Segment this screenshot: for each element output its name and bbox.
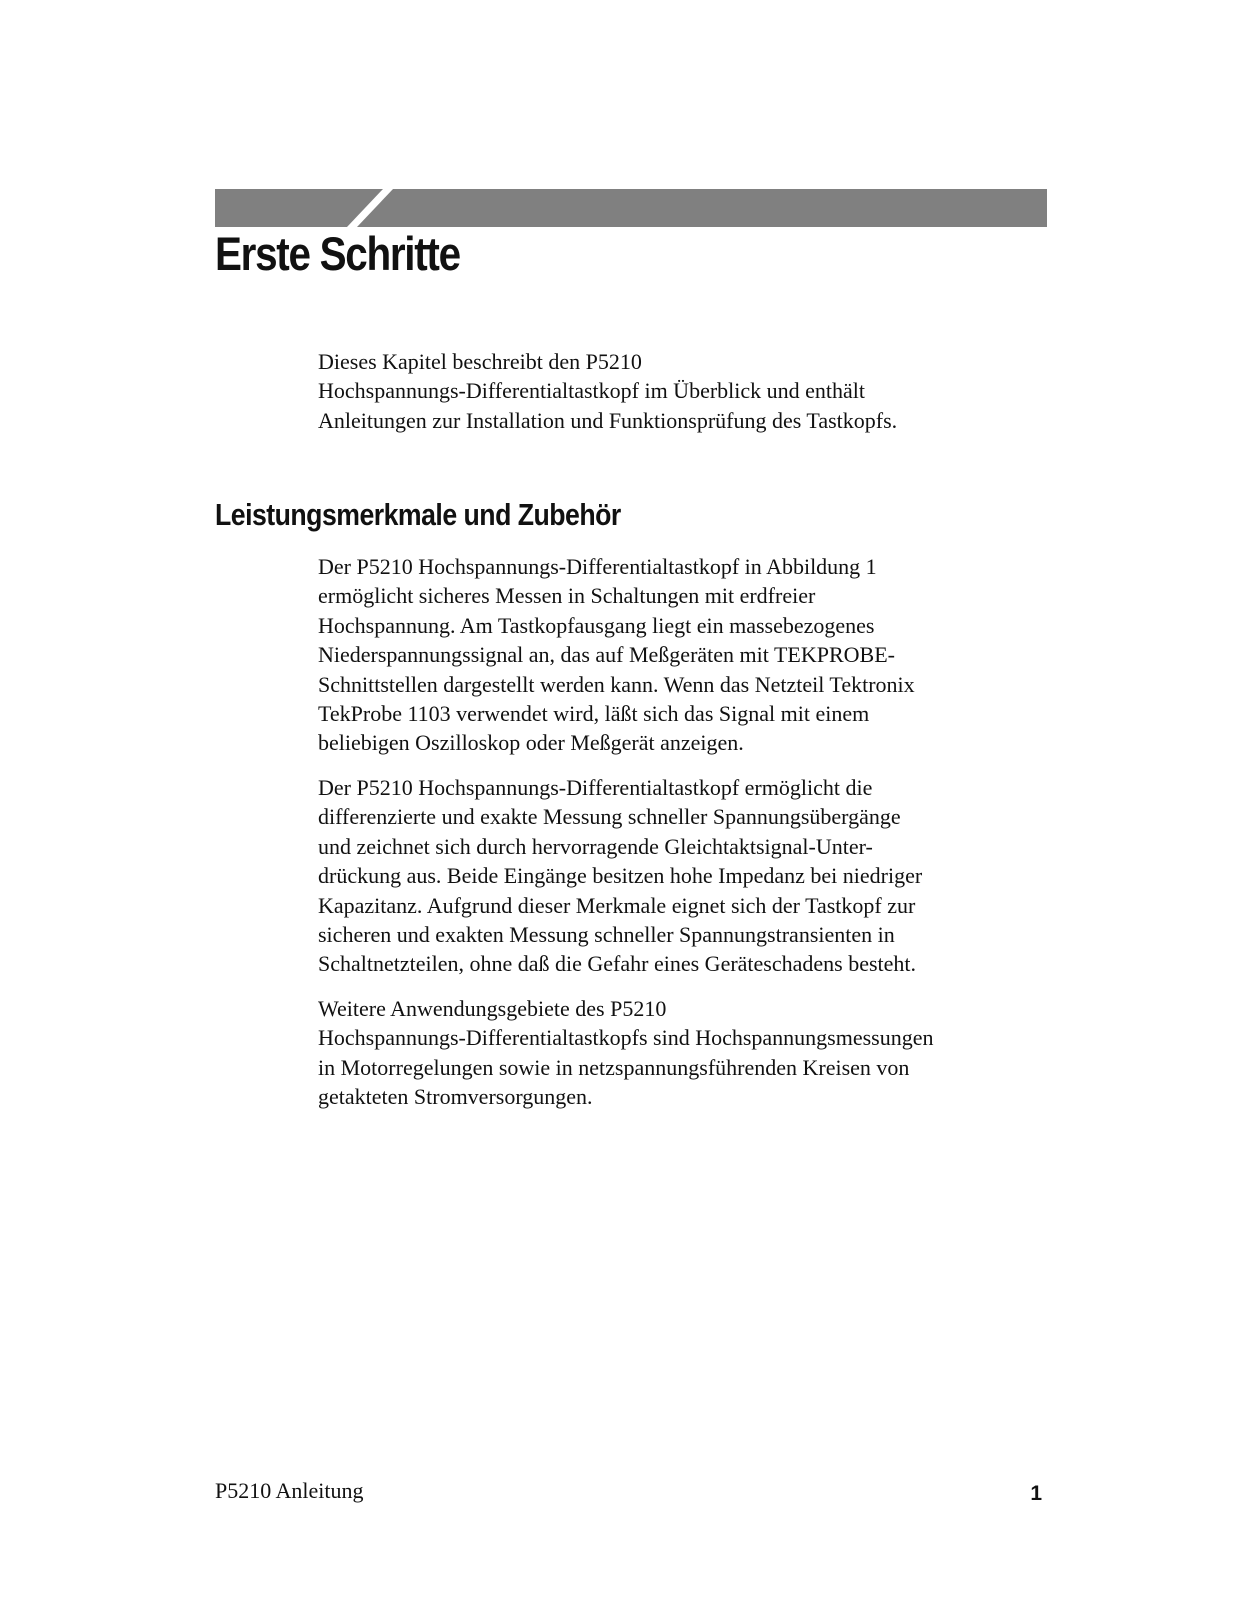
paragraph-line: Der P5210 Hochspannungs-Differentialtastkopf ermöglicht die	[318, 775, 873, 800]
body-paragraph-measurement	[318, 773, 1058, 979]
paragraph-line: Niederspannungssignal an, das auf Meßgeräten mit TEKPROBE-	[318, 642, 895, 668]
paragraph-line: drückung aus. Beide Eingänge besitzen hohe Impedanz bei niedriger	[318, 863, 923, 889]
paragraph-line: TekProbe 1103 verwendet wird, läßt sich das Signal mit einem	[318, 701, 870, 727]
paragraph-line: differenzierte und exakte Messung schneller Spannungsübergänge	[318, 804, 901, 830]
paragraph-line: ermöglicht sicheres Messen in Schaltungen mit erdfreier	[318, 583, 816, 609]
intro-line: Hochspannungs-Differentialtastkopf im Überblick und enthält	[318, 378, 866, 404]
paragraph-line: Hochspannungs-Differentialtastkopfs sind Hochspannungsmessungen	[318, 1025, 934, 1051]
paragraph-line: in Motorregelungen sowie in netzspannungsführenden Kreisen von	[318, 1054, 910, 1080]
paragraph-line: sicheren und exakten Messung schneller Spannungstransienten in	[318, 922, 895, 948]
paragraph-line: getakteten Stromversorgungen.	[318, 1084, 593, 1110]
paragraph-line: Weitere Anwendungsgebiete des P5210	[318, 996, 667, 1021]
chapter-bar-right-segment	[357, 189, 1047, 227]
chapter-bar-left-segment	[215, 189, 383, 227]
section-title: Leistungsmerkmale und Zubehör	[215, 497, 621, 532]
body-paragraph-applications	[318, 994, 1058, 1112]
paragraph-line: Der P5210 Hochspannungs-Differentialtastkopf in Abbildung 1	[318, 554, 877, 579]
chapter-header-bar	[215, 189, 1047, 227]
paragraph-line: Schnittstellen dargestellt werden kann. Wenn das Netzteil Tektronix	[318, 671, 915, 697]
body-paragraph-features	[318, 552, 1058, 758]
intro-line: Anleitungen zur Installation und Funktionsprüfung des Tastkopfs.	[318, 407, 898, 433]
paragraph-line: Hochspannung. Am Tastkopfausgang liegt ein massebezogenes	[318, 612, 875, 638]
page-number: 1	[1030, 1482, 1042, 1505]
paragraph-line: beliebigen Oszilloskop oder Meßgerät anzeigen.	[318, 730, 744, 756]
paragraph-line: Kapazitanz. Aufgrund dieser Merkmale eignet sich der Tastkopf zur	[318, 892, 916, 918]
paragraph-line: und zeichnet sich durch hervorragende Gleichtaktsignal-Unter-	[318, 833, 873, 859]
chapter-title: Erste Schritte	[215, 227, 460, 280]
footer-manual-label: P5210 Anleitung	[215, 1478, 364, 1503]
paragraph-line: Schaltnetzteilen, ohne daß die Gefahr eines Geräteschadens besteht.	[318, 951, 917, 977]
intro-paragraph	[318, 347, 1058, 435]
intro-line: Dieses Kapitel beschreibt den P5210	[318, 349, 642, 374]
